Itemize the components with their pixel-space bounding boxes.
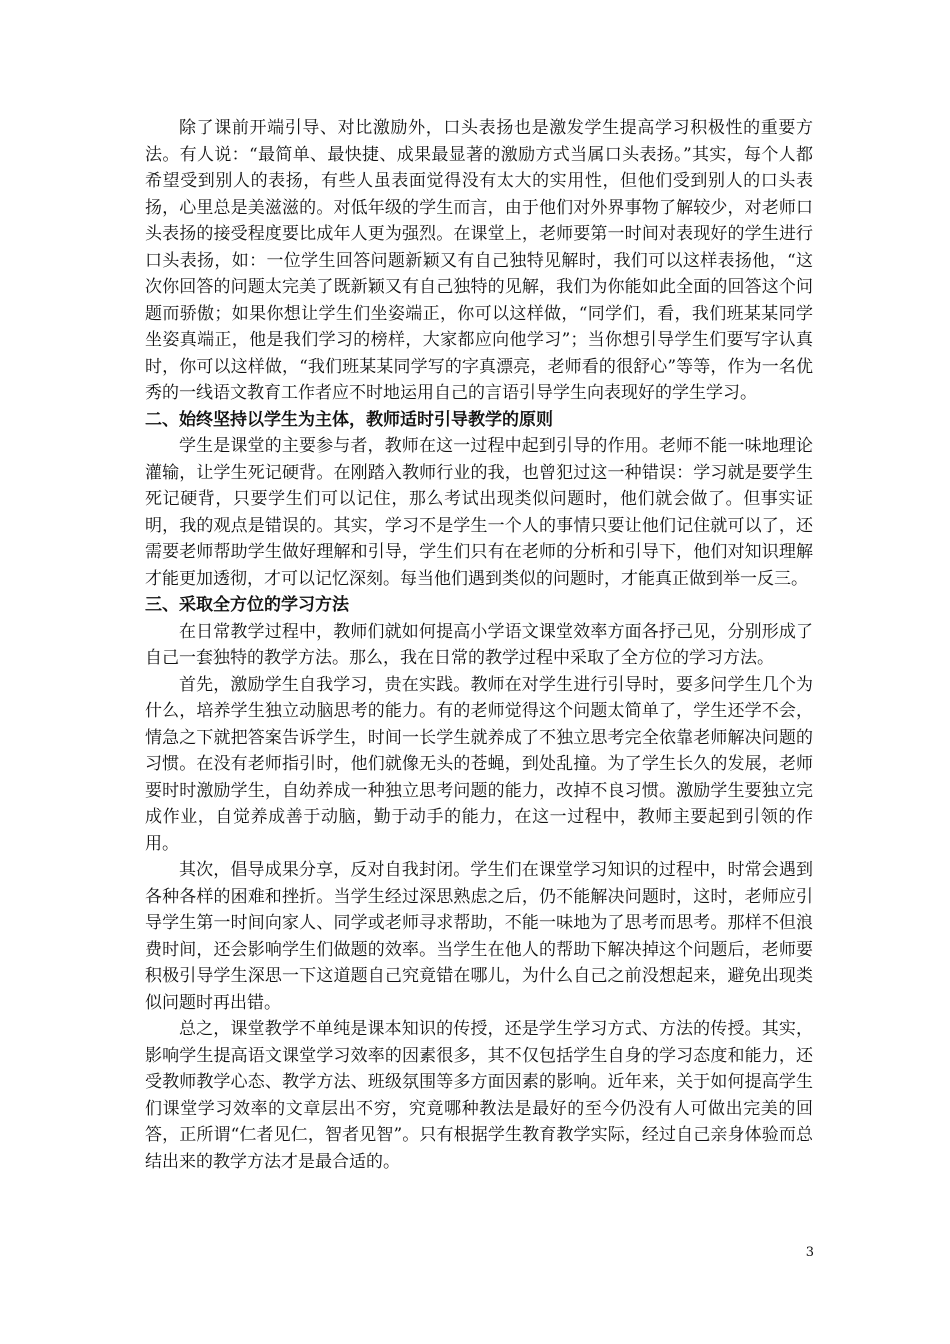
paragraph-conclusion: 总之，课堂教学不单纯是课本知识的传授，还是学生学习方式、方法的传授。其实，影响学生提高语文课堂学习效率的因素很多，其不仅包括学生自身的学习态度和能力，还受教师教学心态、教学方法、班级氛围等多方面因素的影响。近年来，关于如何提高学生们课堂学习效率的文章层出不穷，究竟哪种教法是最好的至今仍没有人可做出完美的回答，正所谓“仁者见仁，智者见智”。只有根据学生教育教学实际，经过自己亲身体验而总结出来的教学方法才是最合适的。 bbox=[145, 1019, 813, 1172]
paragraph-first-practice: 首先，激励学生自我学习，贵在实践。教师在对学生进行引导时，要多问学生几个为什么，培养学生独立动脑思考的能力。有的老师觉得这个问题太简单了，学生还学不会，情急之下就把答案告诉学生，时间一长学生就养成了不独立思考完全依靠老师解决问题的习惯。在没有老师指引时，他们就像无头的苍蝇，到处乱撞。为了学生长久的发展，老师要时时激励学生，自幼养成一种独立思考问题的能力，改掉不良习惯。激励学生要独立完成作业，自觉养成善于动脑，勤于动手的能力，在这一过程中，教师主要起到引领的作用。 bbox=[145, 674, 813, 854]
page-number: 3 bbox=[805, 1245, 814, 1260]
paragraph-student-centered: 学生是课堂的主要参与者，教师在这一过程中起到引导的作用。老师不能一味地理论灌输，让学生死记硬背。在刚踏入教师行业的我，也曾犯过这一种错误：学习就是要学生死记硬背，只要学生们可以记住，那么考试出现类似问题时，他们就会做了。但事实证明，我的观点是错误的。其实，学习不是学生一个人的事情只要让他们记住就可以了，还需要老师帮助学生做好理解和引导，学生们只有在老师的分析和引导下，他们对知识理解才能更加透彻，才可以记忆深刻。每当他们遇到类似的问题时，才能真正做到举一反三。 bbox=[145, 436, 813, 589]
paragraph-oral-praise: 除了课前开端引导、对比激励外，口头表扬也是激发学生提高学习积极性的重要方法。有人说：“最简单、最快捷、成果最显著的激励方式当属口头表扬。”其实，每个人都希望受到别人的表扬，有些人虽表面觉得没有太大的实用性，但他们受到别人的口头表扬，心里总是美滋滋的。对低年级的学生而言，由于他们对外界事物了解较少，对老师口头表扬的接受程度要比成年人更为强烈。在课堂上，老师要第一时间对表现好的学生进行口头表扬，如：一位学生回答问题新颖又有自己独特见解时，我们可以这样表扬他，“这次你回答的问题太完美了既新颖又有自己独特的见解，我们为你能如此全面的回答这个问题而骄傲；如果你想让学生们坐姿端正，你可以这样做，“同学们，看，我们班某某同学坐姿真端正，他是我们学习的榜样，大家都应向他学习”；当你想引导学生们要写字认真时，你可以这样做，“我们班某某同学写的字真漂亮，老师看的很舒心”等等，作为一名优秀的一线语文教育工作者应不时地运用自己的言语引导学生向表现好的学生学习。 bbox=[145, 118, 813, 403]
document-body bbox=[145, 115, 813, 1175]
section-heading-all-round-methods: 三、采取全方位的学习方法 bbox=[145, 595, 349, 615]
paragraph-second-sharing: 其次，倡导成果分享，反对自我封闭。学生们在课堂学习知识的过程中，时常会遇到各种各样的困难和挫折。当学生经过深思熟虑之后，仍不能解决问题时，这时，老师应引导学生第一时间向家人、同学或老师寻求帮助，不能一味地为了思考而思考。那样不但浪费时间，还会影响学生们做题的效率。当学生在他人的帮助下解决掉这个问题后，老师要积极引导学生深思一下这道题自己究竟错在哪儿，为什么自己之前没想起来，避免出现类似问题时再出错。 bbox=[145, 860, 813, 1013]
paragraph-daily-teaching: 在日常教学过程中，教师们就如何提高小学语文课堂效率方面各抒己见，分别形成了自己一套独特的教学方法。那么，我在日常的教学过程中采取了全方位的学习方法。 bbox=[145, 621, 813, 668]
section-heading-student-centered: 二、始终坚持以学生为主体，教师适时引导教学的原则 bbox=[145, 409, 553, 430]
